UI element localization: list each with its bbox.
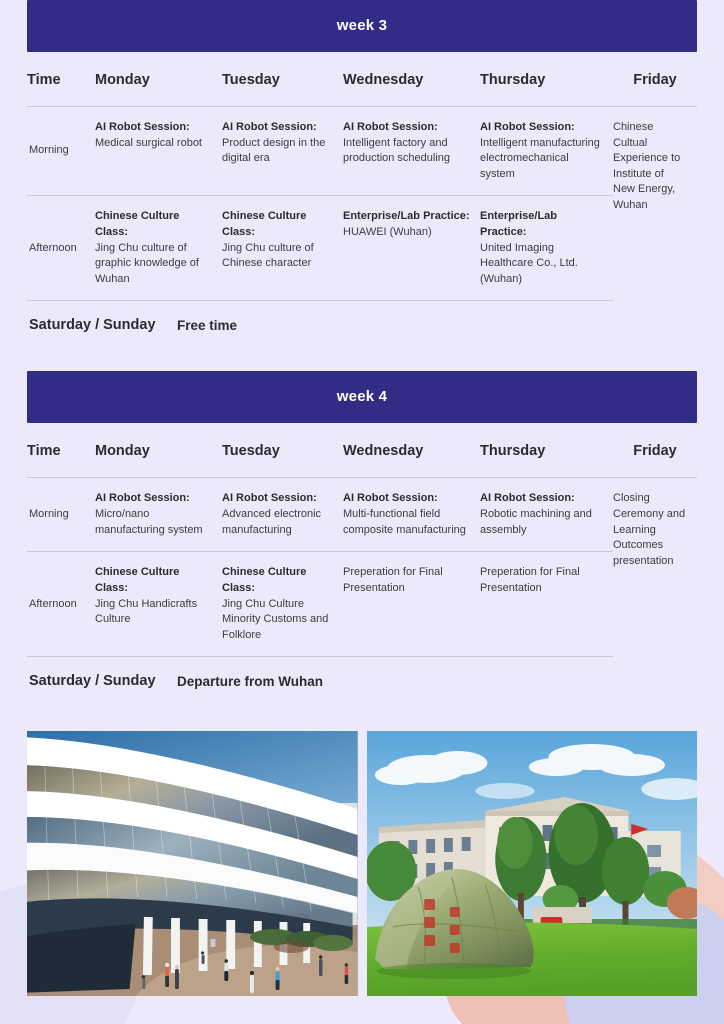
row-label-afternoon: Afternoon <box>27 552 95 657</box>
weekend-value: Departure from Wuhan <box>177 673 324 689</box>
cell-body: Multi-functional field composite manufacturing <box>343 508 466 536</box>
weekend-label: Saturday / Sunday <box>29 673 156 690</box>
cell-title: AI Robot Session: <box>343 121 438 133</box>
cell-title: AI Robot Session: <box>480 492 575 505</box>
cell-body: Jing Chu culture of graphic knowledge of Wuhan <box>95 241 199 285</box>
cell-wednesday-morning <box>343 107 480 196</box>
table-header-row <box>27 52 697 107</box>
cell-monday-afternoon <box>95 552 222 657</box>
column-header-monday: Monday <box>95 52 222 107</box>
cell-tuesday-afternoon <box>222 552 343 657</box>
row-label-morning: Morning <box>27 478 95 552</box>
week-4-banner: week 4 <box>27 371 697 423</box>
column-header-wednesday: Wednesday <box>343 52 480 107</box>
weekend-value: Free time <box>177 317 238 333</box>
cell-monday-morning <box>95 107 222 196</box>
cell-friday-allday: Closing Ceremony and Learning Outcomes presentation <box>613 492 686 567</box>
cell-title: AI Robot Session: <box>95 121 190 133</box>
week-4-block <box>27 371 697 703</box>
cell-title: Chinese Culture Class: <box>222 566 307 594</box>
cell-body: Micro/nano manufacturing system <box>95 508 203 536</box>
cell-body: Jing Chu Handicrafts Culture <box>95 597 198 626</box>
table-header-row <box>27 423 697 478</box>
cell-title: AI Robot Session: <box>222 492 317 505</box>
week-4-weekend-row <box>27 657 697 703</box>
cell-thursday-morning <box>480 478 613 552</box>
cell-body: Preperation for Final Presentation <box>343 566 443 594</box>
column-header-tuesday: Tuesday <box>222 423 343 478</box>
cell-thursday-morning <box>480 107 613 196</box>
column-header-time: Time <box>27 52 95 107</box>
column-header-friday: Friday <box>613 52 697 107</box>
week-3-banner: week 3 <box>27 0 697 52</box>
cell-title: Enterprise/Lab Practice: <box>480 210 558 239</box>
column-header-monday: Monday <box>95 423 222 478</box>
column-header-tuesday: Tuesday <box>222 52 343 107</box>
cell-wednesday-morning <box>343 478 480 552</box>
week-3-block <box>27 0 697 347</box>
column-header-thursday: Thursday <box>480 52 613 107</box>
cell-title: Chinese Culture Class: <box>222 210 307 239</box>
cell-wednesday-afternoon <box>343 552 480 657</box>
cell-body: Intelligent manufacturing electromechanical system <box>480 136 600 180</box>
table-row <box>27 196 697 301</box>
column-header-friday: Friday <box>613 423 697 478</box>
week-4-table <box>27 423 697 657</box>
cell-body: Medical surgical robot <box>95 136 202 149</box>
cell-body: United Imaging Healthcare Co., Ltd. (Wuhan) <box>480 241 578 285</box>
cell-thursday-afternoon <box>480 552 613 657</box>
column-header-time: Time <box>27 423 95 478</box>
week-3-table <box>27 52 697 301</box>
cell-thursday-afternoon <box>480 196 613 301</box>
cell-tuesday-morning <box>222 107 343 196</box>
cell-body: Advanced electronic manufacturing <box>222 508 322 536</box>
row-label-afternoon: Afternoon <box>27 196 95 301</box>
table-row <box>27 107 697 196</box>
column-header-thursday: Thursday <box>480 423 613 478</box>
cell-body: Jing Chu culture of Chinese character <box>222 241 314 270</box>
column-header-wednesday: Wednesday <box>343 423 480 478</box>
cell-tuesday-afternoon <box>222 196 343 301</box>
cell-wednesday-afternoon <box>343 196 480 301</box>
week-3-weekend-row <box>27 301 697 347</box>
cell-title: AI Robot Session: <box>95 492 190 505</box>
cell-body: Product design in the digital era <box>222 136 326 165</box>
photo-row <box>27 731 697 996</box>
table-row <box>27 552 697 657</box>
campus-modern-curved-building-photo <box>27 731 358 996</box>
cell-monday-morning <box>95 478 222 552</box>
cell-tuesday-morning <box>222 478 343 552</box>
cell-body: Jing Chu Culture Minority Customs and Folklore <box>222 597 329 641</box>
cell-body: Robotic machining and assembly <box>480 508 592 536</box>
section-spacer <box>27 347 697 371</box>
cell-title: Enterprise/Lab Practice: <box>343 210 470 223</box>
cell-body: HUAWEI (Wuhan) <box>343 226 432 239</box>
cell-friday-allday: Chinese Cultual Experience to Institute of New Energy, Wuhan <box>613 121 681 212</box>
cell-title: AI Robot Session: <box>480 121 575 133</box>
cell-title: AI Robot Session: <box>343 492 438 505</box>
row-label-morning: Morning <box>27 107 95 196</box>
cell-body: Preperation for Final Presentation <box>480 566 580 594</box>
table-row <box>27 478 697 552</box>
campus-inscribed-rock-lawn-photo <box>367 731 698 996</box>
cell-title: Chinese Culture Class: <box>95 210 180 239</box>
weekend-label: Saturday / Sunday <box>29 317 156 334</box>
cell-monday-afternoon <box>95 196 222 301</box>
cell-title: Chinese Culture Class: <box>95 566 180 594</box>
cell-body: Intelligent factory and production scheduling <box>343 136 451 165</box>
cell-title: AI Robot Session: <box>222 121 317 133</box>
